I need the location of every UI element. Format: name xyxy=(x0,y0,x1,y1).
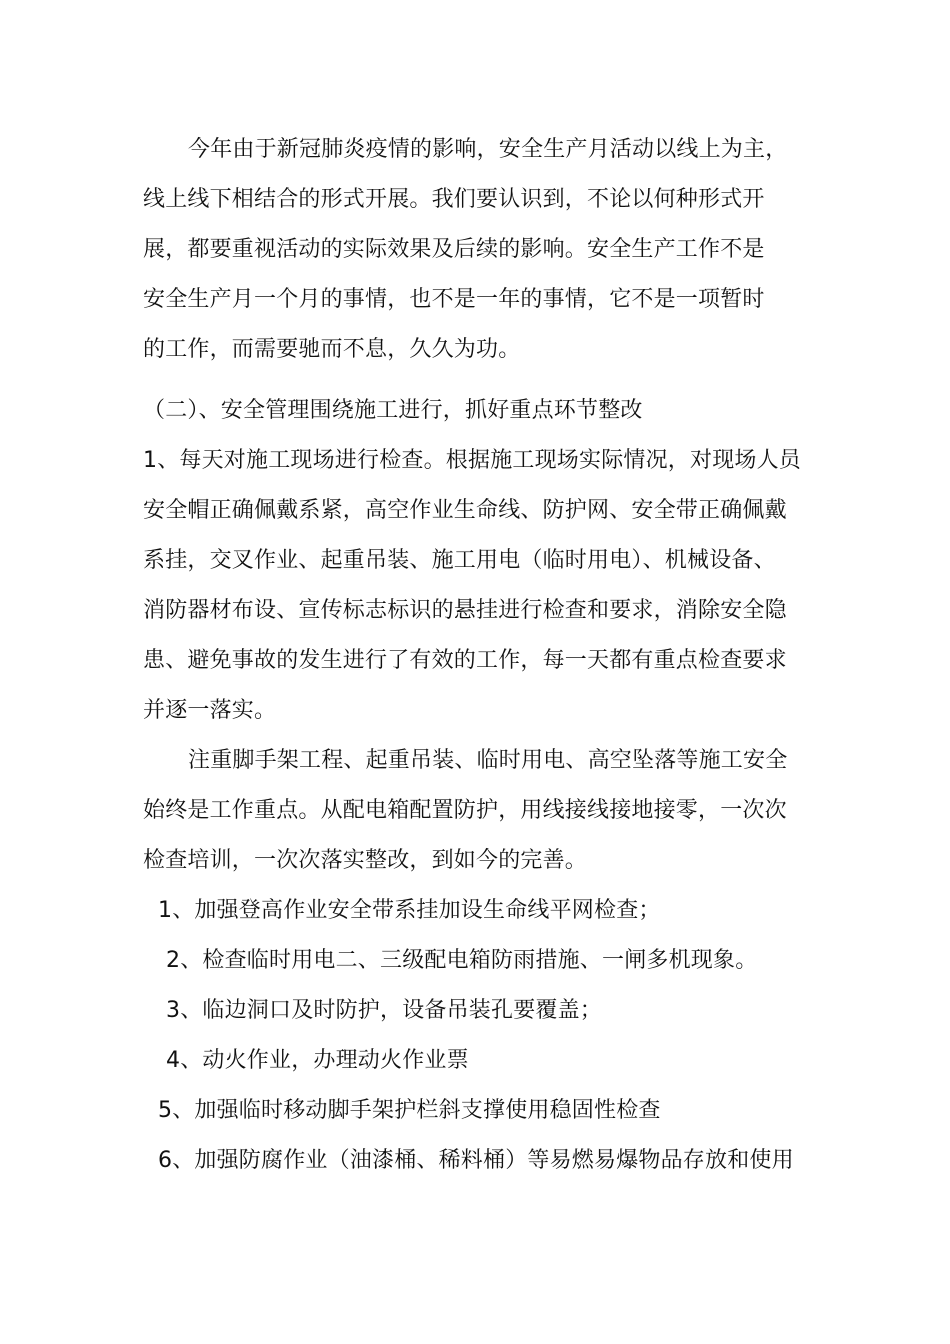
text-line: 安全帽正确佩戴系紧，高空作业生命线、防护网、安全带正确佩戴 xyxy=(143,498,787,523)
text-line: 1、每天对施工现场进行检查。根据施工现场实际情况，对现场人员 xyxy=(143,448,801,473)
text-line: 消防器材布设、宣传标志标识的悬挂进行检查和要求，消除安全隐 xyxy=(143,598,787,623)
list-item: 3、临边洞口及时防护，设备吊装孔要覆盖； xyxy=(166,998,602,1023)
text-line: 今年由于新冠肺炎疫情的影响，安全生产月活动以线上为主， xyxy=(188,137,788,162)
text-line: 检查培训，一次次落实整改，到如今的完善。 xyxy=(143,848,588,873)
list-item: 6、加强防腐作业（油漆桶、稀料桶）等易燃易爆物品存放和使用 xyxy=(158,1148,794,1173)
text-line: 注重脚手架工程、起重吊装、临时用电、高空坠落等施工安全 xyxy=(188,748,788,773)
text-line: 安全生产月一个月的事情，也不是一年的事情，它不是一项暂时 xyxy=(143,287,765,312)
text-line: 的工作，而需要驰而不息，久久为功。 xyxy=(143,337,521,362)
text-line: 患、避免事故的发生进行了有效的工作，每一天都有重点检查要求 xyxy=(143,648,787,673)
text-line: 线上线下相结合的形式开展。我们要认识到，不论以何种形式开 xyxy=(143,187,765,212)
list-item: 5、加强临时移动脚手架护栏斜支撑使用稳固性检查 xyxy=(158,1098,661,1123)
text-line: 展，都要重视活动的实际效果及后续的影响。安全生产工作不是 xyxy=(143,237,765,262)
list-item: 2、检查临时用电二、三级配电箱防雨措施、一闸多机现象。 xyxy=(166,948,758,973)
list-item: 4、动火作业，办理动火作业票 xyxy=(166,1048,469,1073)
list-item: 1、加强登高作业安全带系挂加设生命线平网检查； xyxy=(158,898,661,923)
text-line: 系挂，交叉作业、起重吊装、施工用电（临时用电）、机械设备、 xyxy=(143,548,776,573)
text-line: 始终是工作重点。从配电箱配置防护，用线接线接地接零，一次次 xyxy=(143,798,787,823)
section-heading: （二）、安全管理围绕施工进行，抓好重点环节整改 xyxy=(143,398,643,423)
text-line: 并逐一落实。 xyxy=(143,698,277,723)
